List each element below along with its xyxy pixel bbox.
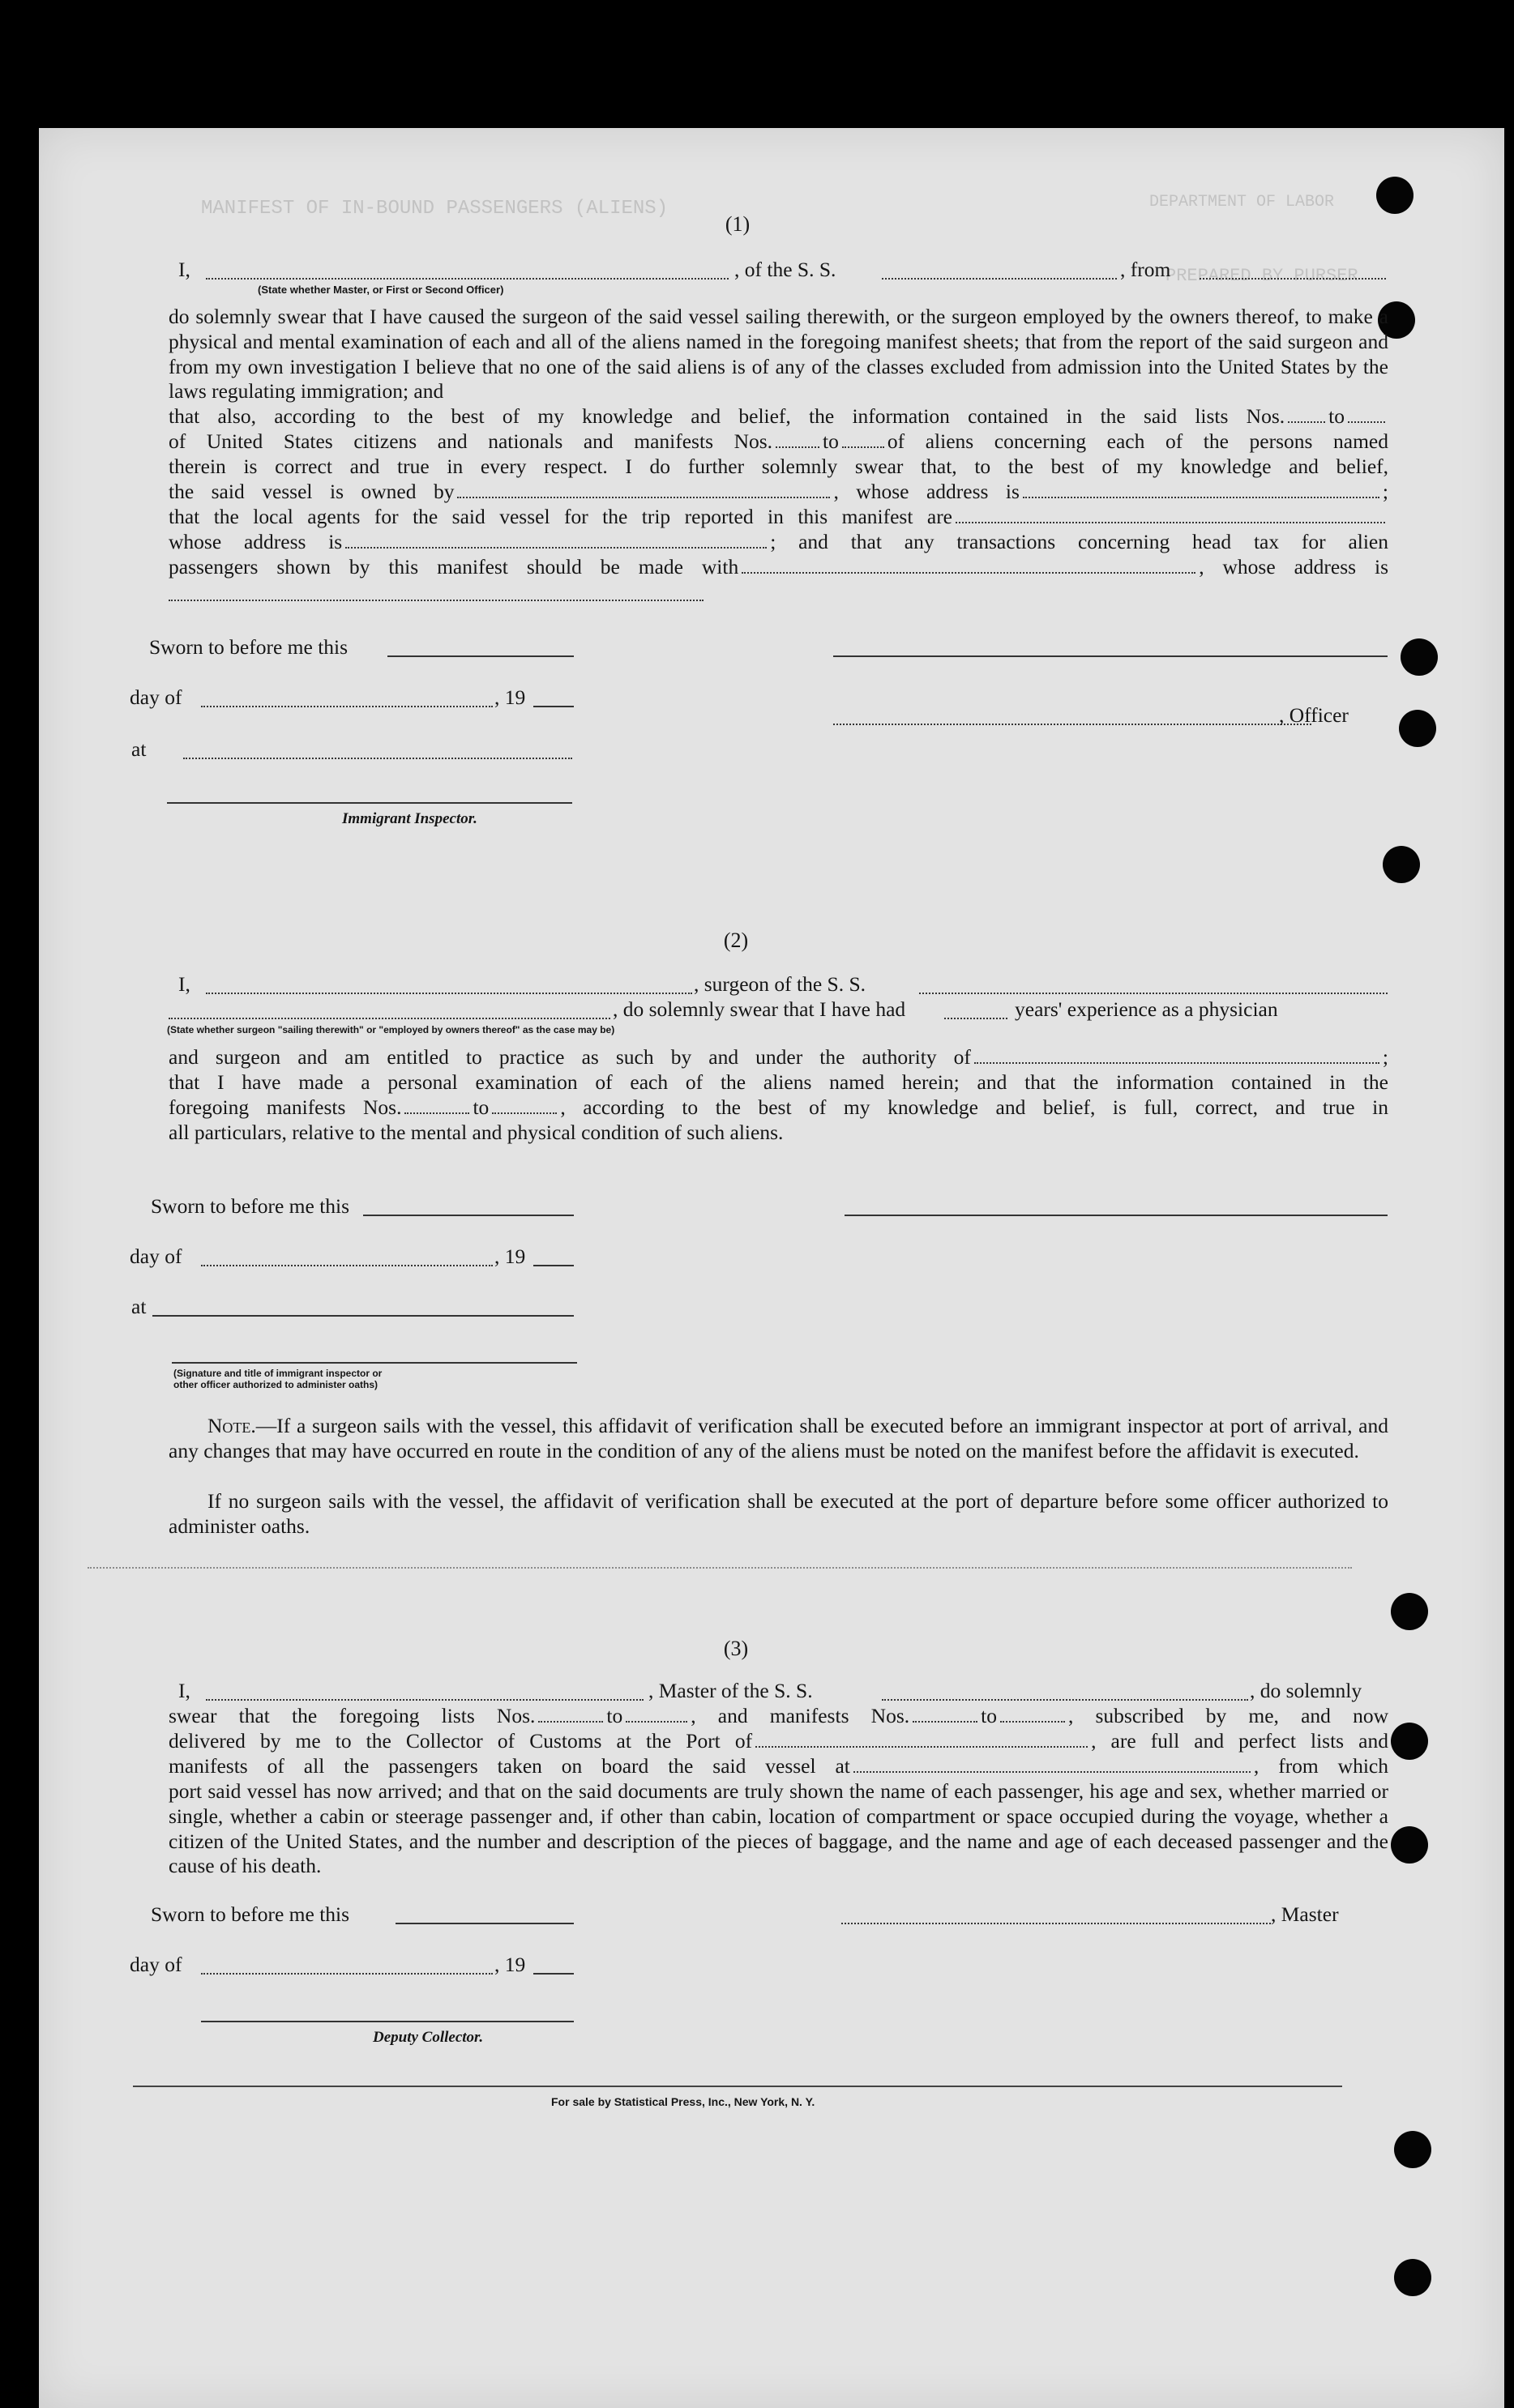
s3-from-which-text: , from which (1253, 1754, 1389, 1778)
s1-whoseaddr-line (169, 530, 1388, 555)
s1-to-text: to (823, 429, 839, 453)
punch-hole (1399, 710, 1436, 747)
s1-from: , from (1120, 258, 1171, 281)
s1-place-field[interactable] (183, 758, 572, 759)
s1-transactions-text: ; and that any transactions concerning head tax for alien (770, 530, 1388, 553)
s2-swear: , do solemnly swear that I have had (613, 997, 906, 1021)
s2-capacity-field[interactable] (169, 1018, 610, 1019)
s3-collector-label: Deputy Collector. (373, 2029, 484, 2046)
s3-year: , 19 (494, 1953, 526, 1976)
s2-surgeon-name-field[interactable] (206, 993, 692, 994)
punch-hole (1394, 2259, 1431, 2296)
s2-manifests-to-field[interactable] (492, 1096, 557, 1114)
bleed-through-purser: PREPARED BY PURSER (1165, 266, 1358, 286)
s1-inspector-signature-line[interactable] (167, 802, 572, 804)
s1-vessel-field[interactable] (882, 278, 1117, 280)
s3-collector-signature-line[interactable] (201, 2021, 574, 2022)
s2-manifests-line (169, 1095, 1388, 1121)
s1-officer-label: , Officer (1279, 703, 1349, 727)
s1-lists-text: that also, according to the best of my knowledge and belief, the information contained in the said lists Nos. (169, 404, 1285, 428)
s1-at: at (131, 737, 147, 761)
s3-manifests-text: , and manifests Nos. (691, 1704, 910, 1727)
s1-citizens-line (169, 429, 1388, 455)
s3-manifests-to-field[interactable] (1000, 1705, 1065, 1723)
s3-manifests-from-field[interactable] (913, 1705, 977, 1723)
s1-manifests-from-field[interactable] (776, 430, 819, 448)
s3-subscribed-text: , subscribed by me, and now (1067, 1704, 1388, 1727)
s1-agents-field[interactable] (956, 506, 1385, 523)
s1-oath-paragraph: do solemnly swear that I have caused the surgeon of the said vessel sailing therewith, or the surgeon employed by the owners thereof, to make a physical and mental examination of each and all of the aliens named in the foregoing manifest sheets; that from the report of the said surgeon and from my own investigation I believe that no one of the said aliens is of any of the classes excluded from admission into the United States by the laws regulating immigration; and (169, 305, 1388, 403)
s3-vessel-field[interactable] (882, 1699, 1248, 1701)
s3-master-label: , Master (1271, 1902, 1339, 1926)
punch-hole (1401, 638, 1438, 676)
s1-of-ss: , of the S. S. (734, 258, 836, 281)
s1-agents-address-field[interactable] (345, 531, 767, 549)
s3-dayof: day of (130, 1953, 182, 1976)
s3-declaration-paragraph: port said vessel has now arrived; and that on the said documents are truly shown the name of each passenger, his age and sex, whether married or single, whether a cabin or steerage passenger and, if other than cabin, location of compartment or space occupied during the voyage, whether a citizen of the United States, and the number and description of the pieces of baggage, and the name and age of each deceased passenger and the cause of his death. (169, 1779, 1388, 1878)
punch-hole (1391, 1826, 1428, 1864)
s2-month-field[interactable] (201, 1265, 493, 1266)
s2-manifests-from-field[interactable] (404, 1096, 469, 1114)
bleed-through-department: DEPARTMENT OF LABOR (1149, 193, 1335, 211)
note-text-1: —If a surgeon sails with the vessel, this affidavit of verification shall be executed before an immigrant inspector at port of arrival, and any changes that may have occurred en route in the condition of any of the aliens must be noted on the manifest before the affidavit is executed. (169, 1414, 1388, 1462)
s3-delivered-text: delivered by me to the Collector of Customs at the Port of (169, 1729, 753, 1753)
s1-concerning-text: of aliens concerning each of the persons named (887, 429, 1388, 453)
s3-taken-text: manifests of all the passengers taken on board the said vessel at (169, 1754, 850, 1778)
s3-lists-line (169, 1704, 1388, 1729)
bleed-through-title: MANIFEST OF IN-BOUND PASSENGERS (ALIENS) (201, 198, 669, 220)
s3-solemnly: , do solemnly (1250, 1679, 1362, 1702)
punch-hole (1391, 1723, 1428, 1760)
s2-semicolon: ; (1382, 1045, 1388, 1069)
s2-according-text: , according to the best of my knowledge and belief, is full, correct, and true in (560, 1095, 1388, 1119)
s1-officer-title-field[interactable] (206, 278, 729, 280)
s2-at: at (131, 1295, 147, 1318)
s2-particulars-line: all particulars, relative to the mental and physical condition of such aliens. (169, 1121, 784, 1144)
s3-year-field[interactable] (533, 1973, 574, 1975)
s3-master-name-field[interactable] (206, 1699, 644, 1701)
s2-vessel-field[interactable] (919, 993, 1388, 994)
punch-hole (1391, 1593, 1428, 1630)
note-paragraph-1 (169, 1414, 1388, 1464)
footer-rule (133, 2086, 1342, 2087)
s1-passengers-text: passengers shown by this manifest should be made with (169, 555, 739, 579)
s3-lists-from-field[interactable] (538, 1705, 603, 1723)
s1-manifests-to-field[interactable] (842, 430, 884, 448)
s3-taken-line (169, 1754, 1388, 1779)
s1-whose2-text: , whose address is (1199, 555, 1388, 579)
s1-year-field[interactable] (533, 706, 574, 707)
s2-place-field[interactable] (152, 1315, 574, 1317)
s2-surgeon-signature-line[interactable] (845, 1215, 1388, 1216)
s2-year-field[interactable] (533, 1265, 574, 1266)
s3-lists-to-field[interactable] (626, 1705, 687, 1723)
s2-authority-field[interactable] (974, 1046, 1379, 1064)
s1-headtax-address-field[interactable] (169, 600, 704, 601)
s1-sworn: Sworn to before me this (149, 635, 349, 659)
s1-i: I, (178, 258, 190, 281)
s1-headtax-field[interactable] (742, 556, 1195, 574)
punch-hole (1376, 177, 1413, 214)
manifest-verification-page (39, 128, 1504, 2408)
s2-years-field[interactable] (944, 1018, 1007, 1019)
s1-semicolon: ; (1382, 480, 1389, 503)
s1-from-port-field[interactable] (1200, 278, 1386, 280)
s1-lists-to-field[interactable] (1348, 405, 1385, 423)
s2-to-text: to (473, 1095, 490, 1119)
s2-authority-line (169, 1045, 1388, 1070)
punch-hole (1394, 2131, 1431, 2168)
s3-i: I, (178, 1679, 190, 1702)
s2-authority-text: and surgeon and am entitled to practice as such by and under the authority of (169, 1045, 971, 1069)
s2-years-text: years' experience as a physician (1015, 997, 1278, 1021)
s1-lists-line (169, 404, 1388, 429)
s2-capacity-note: (State whether surgeon "sailing therewith" or "employed by owners thereof" as the case may be) (167, 1024, 615, 1035)
s3-departure-port-field[interactable] (853, 1755, 1251, 1773)
s1-month-field[interactable] (201, 706, 493, 707)
s2-dayof: day of (130, 1245, 182, 1268)
section-separator (88, 1567, 1352, 1569)
s2-examination-line: that I have made a personal examination of each of the aliens named herein; and that the information contained in the (169, 1070, 1388, 1094)
s2-year: , 19 (494, 1245, 526, 1268)
s1-officer-note: (State whether Master, or First or Second Officer) (258, 284, 504, 296)
s3-to-text: to (606, 1704, 623, 1727)
s1-whoseaddr-text: whose address is (169, 530, 343, 553)
s1-owner-field[interactable] (457, 480, 830, 498)
s1-owned-text: the said vessel is owned by (169, 480, 455, 503)
s1-officer-signature-line[interactable] (833, 655, 1388, 657)
s1-agents-text: that the local agents for the said vessel for the trip reported in this manifest are (169, 505, 952, 528)
punch-hole (1383, 846, 1420, 883)
section-2-number: (2) (723, 929, 749, 952)
s1-lists-from-field[interactable] (1288, 405, 1325, 423)
s1-whose-text: , whose address is (833, 480, 1020, 503)
s1-owned-line (169, 480, 1388, 505)
s2-i: I, (178, 972, 190, 996)
s2-sworn: Sworn to before me this (151, 1194, 350, 1218)
s3-sworn: Sworn to before me this (151, 1902, 350, 1926)
s1-inspector-label: Immigrant Inspector. (342, 810, 477, 827)
s3-month-field[interactable] (201, 1973, 493, 1975)
s1-therein-line: therein is correct and true in every respect. I do further solemnly swear that, to the best of my knowledge and belief, (169, 455, 1388, 478)
note-label: Note. (207, 1414, 256, 1437)
s3-sworn-day-field[interactable] (396, 1923, 574, 1924)
s2-surgeon-of: , surgeon of the S. S. (694, 972, 866, 996)
s1-citizens-text: of United States citizens and nationals and manifests Nos. (169, 429, 773, 453)
s1-passengers-line (169, 555, 1388, 580)
s3-master-signature-line[interactable] (841, 1923, 1271, 1924)
s1-owner-address-field[interactable] (1023, 480, 1379, 498)
s3-port-field[interactable] (755, 1730, 1088, 1748)
s2-sworn-day-field[interactable] (363, 1215, 574, 1216)
s1-agents-line (169, 505, 1388, 530)
s3-lists-text: swear that the foregoing lists Nos. (169, 1704, 536, 1727)
printer-imprint: For sale by Statistical Press, Inc., New York, N. Y. (551, 2095, 815, 2108)
s2-manifests-text: foregoing manifests Nos. (169, 1095, 402, 1119)
s3-to-text: to (981, 1704, 997, 1727)
s1-year: , 19 (494, 685, 526, 709)
section-3-number: (3) (723, 1637, 749, 1660)
s3-perfect-text: , are full and perfect lists and (1091, 1729, 1388, 1753)
s1-to-text: to (1328, 404, 1345, 428)
s1-sworn-day-field[interactable] (387, 655, 574, 657)
s1-officer-title-line[interactable] (833, 724, 1311, 725)
section-1-number: (1) (725, 212, 751, 236)
s3-master-of: , Master of the S. S. (648, 1679, 813, 1702)
s2-signature-note: (Signature and title of immigrant inspector or other officer authorized to administer oaths) (173, 1368, 383, 1390)
note-paragraph-2: If no surgeon sails with the vessel, the affidavit of verification shall be executed at the port of departure before some officer authorized to administer oaths. (169, 1489, 1388, 1538)
s2-signature-line[interactable] (172, 1362, 577, 1364)
s1-dayof: day of (130, 685, 182, 709)
s3-delivered-line (169, 1729, 1388, 1754)
